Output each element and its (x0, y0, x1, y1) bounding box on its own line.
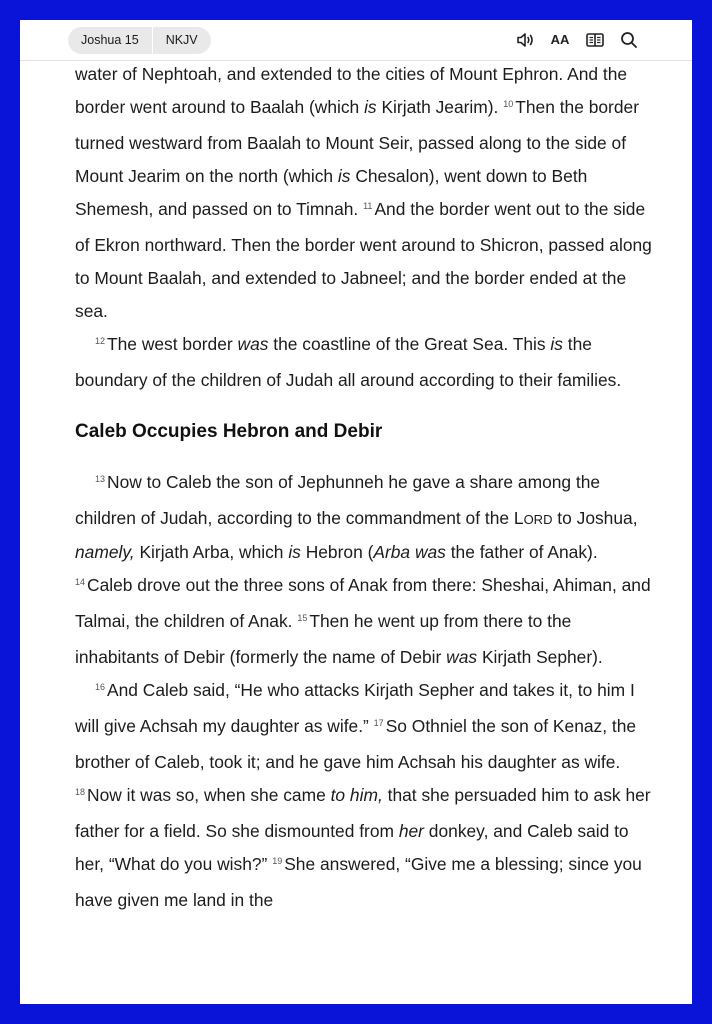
search-icon[interactable] (619, 30, 639, 50)
verse-number-18: 18 (75, 787, 86, 797)
paragraph-verse-13: $^{13}$ Now to Caleb the son of Jephunneh he gave a share among the children of Judah, according to the commandment of the LORD to Joshua, namely, Kirjath Arba, which is Hebron (Arba was the father of Anak). $^{14}$ Caleb drove out the three sons of Anak from there: Sheshai, Ahiman, and Talmai, the children of Anak. $^{15}$ Then he went up from there to the inhabitants of Debir (formerly the name of Debir was Kirjath Sepher). (75, 472, 651, 667)
audio-icon[interactable] (515, 30, 535, 50)
verse-number-12: 12 (95, 336, 106, 346)
passage-selector (68, 27, 211, 54)
reader-page (20, 20, 692, 1004)
book-chapter-button[interactable]: Joshua 15 (81, 33, 139, 47)
scripture-text (75, 58, 655, 917)
paragraph-continuation: water of Nephtoah, and extended to the cities of Mount Ephron. And the border went around to Baalah (which is Kirjath Jearim). $^{10}$ Then the border turned westward from Baalah to Mount Seir, passed along to the side of Mount Jearim on the north (which is Chesalon), went down to Beth Shemesh, and passed on to Timnah. $^{11}$ And the border went out to the side of Ekron northward. Then the border went around to Shicron, passed along to Mount Baalah, and extended to Jabneel; and the border ended at the sea. (75, 64, 652, 321)
paragraph-verse-16: $^{16}$ And Caleb said, “He who attacks Kirjath Sepher and takes it, to him I will give Achsah my daughter as wife.” $^{17}$ So Othniel the son of Kenaz, the brother of Caleb, took it; and he gave him Achsah his daughter as wife. $^{18}$ Now it was so, when she came to him, that she persuaded him to ask her father for a field. So she dismounted from her donkey, and Caleb said to her, “What do you wish?” $^{19}$ She answered, “Give me a blessing; since you have given me land in the (75, 680, 651, 910)
verse-number-15: 15 (297, 613, 308, 623)
verse-number-10: 10 (503, 99, 514, 109)
verse-number-19: 19 (272, 856, 283, 866)
version-button[interactable]: NKJV (165, 33, 198, 47)
verse-number-11: 11 (363, 201, 373, 211)
section-heading: Caleb Occupies Hebron and Debir (75, 421, 383, 442)
verse-number-14: 14 (75, 577, 86, 587)
lord-small-caps: ORD (523, 512, 553, 527)
paragraph-verse-12: $^{12}$ The west border was the coastline of the Great Sea. This is the boundary of the children of Judah all around according to their families. (75, 334, 622, 390)
text-size-icon[interactable]: AA (550, 32, 570, 47)
verse-number-13: 13 (95, 474, 106, 484)
top-toolbar (20, 20, 692, 61)
verse-number-17: 17 (373, 718, 384, 728)
verse-number-16: 16 (95, 682, 106, 692)
book-icon[interactable] (585, 30, 605, 50)
